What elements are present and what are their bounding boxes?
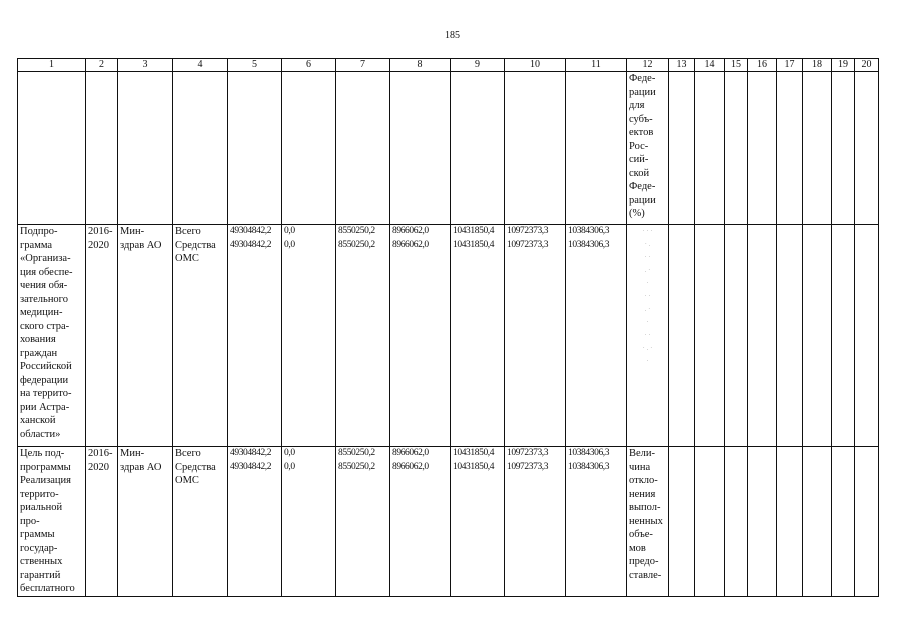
amount-cell: 8966062,0 8966062,0 [390,225,451,447]
cell [282,72,336,225]
cell [118,72,173,225]
funding-source-cell: Всего Средства ОМС [173,447,228,597]
column-header: 12 [627,59,669,72]
column-header: 9 [451,59,505,72]
cell [725,72,748,225]
column-header: 19 [832,59,855,72]
amount-cell: 49304842,2 49304842,2 [228,225,282,447]
executor-cell: Мин- здрав АО [118,447,173,597]
column-header: 18 [803,59,832,72]
amount-cell: 8550250,2 8550250,2 [336,225,390,447]
column-header: 11 [566,59,627,72]
column-header: 17 [777,59,803,72]
cell [566,72,627,225]
indicator-cell [627,225,669,447]
cell [505,72,566,225]
cell [832,225,855,447]
funding-source-cell: Всего Средства ОМС [173,225,228,447]
column-header: 6 [282,59,336,72]
executor-cell: Мин- здрав АО [118,225,173,447]
amount-cell: 0,0 0,0 [282,447,336,597]
amount-cell: 10384306,3 10384306,3 [566,447,627,597]
cell [855,72,879,225]
subprogram-name-cell: Подпро- грамма «Организа- ция обеспе- чения обя- зательного медицин- ского стра- хования граждан Российской федерации на террито- рии Астра- ханской области» [18,225,86,447]
faint-marks: · · · · . · · . · · · · . · · · · · . · · [642,227,653,365]
cell [832,447,855,597]
cell [725,225,748,447]
cell [832,72,855,225]
cell [669,447,695,597]
cell [695,72,725,225]
amount-cell: 49304842,2 49304842,2 [228,447,282,597]
amount-cell: 10431850,4 10431850,4 [451,225,505,447]
column-header: 13 [669,59,695,72]
amount-cell: 10972373,3 10972373,3 [505,447,566,597]
cell [777,447,803,597]
cell [748,447,777,597]
indicator-cell: Феде- рации для субъ- ектов Рос- сий- ской Феде- рации (%) [627,72,669,225]
program-table [17,58,879,597]
column-header: 8 [390,59,451,72]
cell [777,225,803,447]
cell [695,447,725,597]
column-header: 16 [748,59,777,72]
cell [669,225,695,447]
years-cell: 2016- 2020 [86,225,118,447]
column-header: 20 [855,59,879,72]
cell [803,72,832,225]
amount-cell: 10384306,3 10384306,3 [566,225,627,447]
cell [803,447,832,597]
column-header: 3 [118,59,173,72]
cell [855,447,879,597]
cell [336,72,390,225]
cell [390,72,451,225]
column-header: 15 [725,59,748,72]
goal-name-cell: Цель под- программы Реализация террито- риальной про- граммы государ- ственных гарантий бесплатного [18,447,86,597]
column-header: 1 [18,59,86,72]
table-row-goal [18,447,879,597]
column-header: 4 [173,59,228,72]
table-row-subprogram [18,225,879,447]
cell [669,72,695,225]
amount-cell: 0,0 0,0 [282,225,336,447]
column-header: 10 [505,59,566,72]
cell [173,72,228,225]
cell [228,72,282,225]
cell [86,72,118,225]
column-number-row [18,59,879,72]
table-row-continuation [18,72,879,225]
column-header: 5 [228,59,282,72]
cell [18,72,86,225]
cell [803,225,832,447]
cell [748,72,777,225]
cell [855,225,879,447]
amount-cell: 10972373,3 10972373,3 [505,225,566,447]
amount-cell: 10431850,4 10431850,4 [451,447,505,597]
cell [748,225,777,447]
amount-cell: 8966062,0 8966062,0 [390,447,451,597]
column-header: 14 [695,59,725,72]
amount-cell: 8550250,2 8550250,2 [336,447,390,597]
column-header: 2 [86,59,118,72]
cell [451,72,505,225]
indicator-cell: Вели- чина откло- нения выпол- ненных объе- мов предо- ставле- [627,447,669,597]
cell [777,72,803,225]
years-cell: 2016- 2020 [86,447,118,597]
page-number: 185 [445,30,460,41]
cell [725,447,748,597]
column-header: 7 [336,59,390,72]
cell [695,225,725,447]
